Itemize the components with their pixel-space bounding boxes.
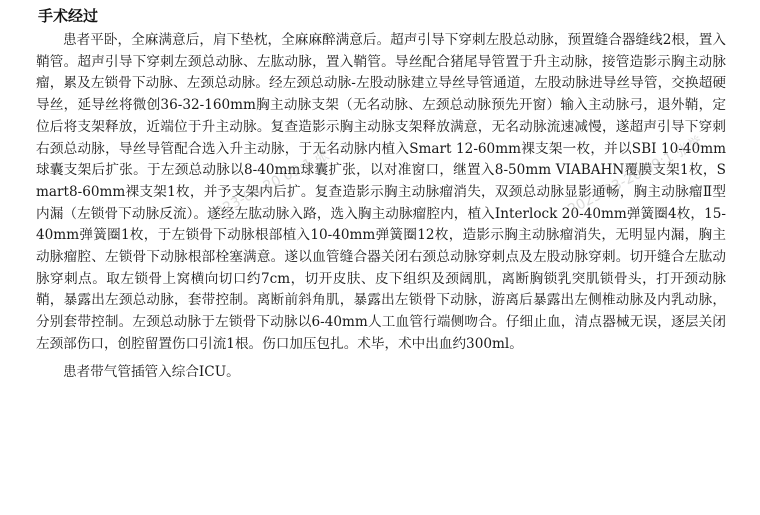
section-title: 手术经过: [38, 7, 99, 25]
procedure-paragraph: 患者平卧，全麻满意后，肩下垫枕，全麻麻醉满意后。超声引导下穿刺左股总动脉，预置缝合器缝线2根，置入鞘管。超声引导下穿刺左颈总动脉、左肱动脉，置入鞘管。导丝配合猪尾导管置于升主动脉，接管造影示胸主动脉瘤，累及左锁骨下动脉、左颈总动脉。经左颈总动脉-左股动脉建立导丝导管通道，左股动脉进导丝导管，交换超硬导丝，延导丝将微创36-32-160mm胸主动脉支架（无名动脉、左颈总动脉预先开窗）输入主动脉弓，退外鞘，定位后将支架释放，近端位于升主动脉。复查造影示胸主动脉支架释放满意，无名动脉流速减慢，遂超声引导下穿刺右颈总动脉，导丝导管配合选入升主动脉，于无名动脉内植入Smart 12-60mm裸支架一枚，并以SBI 10-40mm球囊支架后扩张。于左颈总动脉以8-40mm球囊扩张，以对准窗口，继置入8-50mm VIABAHN覆膜支架1枚，Smart8-60mm裸支架1枚，并予支架内后扩。复查造影示胸主动脉瘤消失，双颈总动脉显影通畅，胸主动脉瘤Ⅱ型内漏（左锁骨下动脉反流）。遂经左肱动脉入路，选入胸主动脉瘤腔内，植入Interlock 20-40mm弹簧圈4枚，15-40mm弹簧圈1枚，于左锁骨下动脉根部植入10-40mm弹簧圈12枚，造影示胸主动脉瘤消失，无明显内漏，胸主动脉瘤腔、左锁骨下动脉根部栓塞满意。遂以血管缝合器关闭右颈总动脉穿刺点及左股动脉穿刺。切开缝合左肱动脉穿刺点。取左锁骨上窝横向切口约7cm，切开皮肤、皮下组织及颈阔肌，离断胸锁乳突肌锁骨头，打开颈动脉鞘，暴露出左颈总动脉，套带控制。离断前斜角肌，暴露出左锁骨下动脉，游离后暴露出左侧椎动脉及内乳动脉，分别套带控制。左颈总动脉于左锁骨下动脉以6-40mm人工血管行端侧吻合。仔细止血，清点器械无误，逐层关闭左颈部伤口，创腔留置伤口引流1根。伤口加压包扎。术毕，术中出血约300ml。: [36, 32, 726, 352]
watermark: 2023-03-20 09:1 张誉: [565, 133, 706, 219]
postop-paragraph: 患者带气管插管入综合ICU。: [63, 363, 240, 380]
surgery-procedure-body: [36, 30, 726, 383]
watermark: 2023-03-20 09:1 张: [204, 146, 332, 225]
